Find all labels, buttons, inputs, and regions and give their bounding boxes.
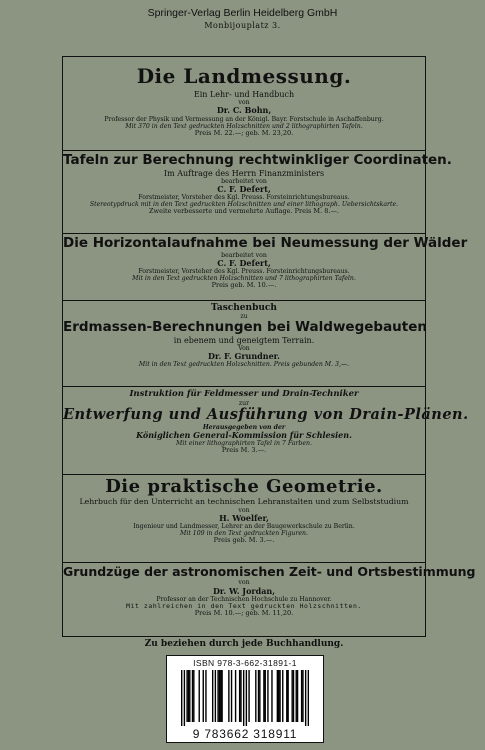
barcode-bar: [215, 670, 216, 722]
availability-note: Zu beziehen durch jede Buchhandlung.: [144, 639, 344, 649]
zur-label: zur: [238, 399, 250, 407]
barcode-bar: [235, 670, 236, 722]
book-author: C. F. Defert,: [217, 183, 271, 194]
book-title: Die praktische Geometrie.: [105, 476, 383, 497]
barcode-bar: [192, 670, 193, 722]
book-subtitle: in ebenem und geneigtem Terrain.: [173, 335, 315, 345]
divider: [63, 300, 425, 301]
book-listing-erdmassen: [63, 303, 428, 369]
divider: [63, 233, 425, 234]
book-listing-drain-plaene: [63, 389, 469, 454]
von-label: von: [238, 99, 250, 107]
advertisement-frame: [62, 56, 476, 637]
barcode-bar: [259, 670, 260, 722]
author-info: Professor der Physik und Vermessung an der Königl. Bayr. Forstschule in Aschaffenburg.: [104, 115, 384, 123]
book-title: Erdmassen-Berechnungen bei Waldwegebauten: [63, 319, 428, 336]
book-price: Preis geb. M. 10.—.: [211, 281, 277, 290]
barcode-bar: [243, 670, 244, 726]
barcode-bar: [181, 670, 182, 726]
book-illustrations: Mit einer lithographirten Tafel in 7 Farben.: [176, 439, 312, 447]
von-label: von: [238, 506, 250, 514]
barcode-bar: [286, 670, 287, 722]
book-title: Die Horizontalaufnahme bei Neumessung der Wälder: [63, 235, 468, 251]
edited-label: bearbeitet von: [221, 251, 267, 259]
divider: [63, 150, 425, 151]
book-author: C. F. Defert,: [217, 257, 271, 268]
barcode-bar: [228, 670, 229, 722]
barcode-bar: [302, 670, 303, 722]
edited-label: Herausgegeben von der: [202, 423, 286, 431]
zu-label: zu: [240, 313, 248, 321]
barcode-bar: [282, 670, 283, 722]
barcode: [181, 670, 309, 726]
author-info: Forstmeister, Vorsteher des Kgl. Preuss. Forsteinrichtungsbureaus.: [138, 194, 350, 202]
barcode-bar: [231, 670, 232, 722]
barcode-bar: [308, 670, 309, 726]
book-pretitle: Instruktion für Feldmesser und Drain-Techniker: [129, 389, 359, 399]
barcode-bar: [240, 670, 241, 722]
book-listing-praktische-geometrie: [63, 477, 425, 545]
divider: [63, 562, 425, 563]
barcode-bar: [277, 670, 278, 722]
book-title: Tafeln zur Berechnung rechtwinkliger Coordinaten.: [63, 152, 452, 168]
book-title: Die Landmessung.: [136, 64, 352, 88]
barcode-bar: [296, 670, 297, 722]
barcode-bar: [265, 670, 266, 722]
book-commission: Im Auftrage des Herrn Finanzministers: [163, 168, 325, 178]
barcode-bar: [278, 670, 279, 722]
isbn-barcode-box: [166, 655, 324, 743]
book-author: Dr. W. Jordan,: [212, 585, 275, 596]
book-publisher: Königlichen General-Kommission für Schlesien.: [136, 429, 352, 440]
barcode-bar: [293, 670, 294, 722]
book-price: Preis M. 10.—; geb. M. 11,20.: [194, 609, 294, 618]
barcode-bar: [188, 670, 189, 722]
barcode-bar: [291, 670, 292, 722]
barcode-bar: [219, 670, 220, 722]
barcode-bar: [193, 670, 194, 722]
book-illustrations: Mit 370 in den Text gedruckten Holzschnitten und 2 lithographirten Tafeln.: [125, 122, 363, 130]
barcode-bar: [217, 670, 218, 722]
barcode-bar: [258, 670, 259, 722]
book-subtitle: Lehrbuch für den Unterricht an technischen Lehranstalten und zum Selbststudium: [79, 496, 409, 506]
barcode-bar: [263, 670, 264, 722]
book-title: Entwerfung und Ausführung von Drain-Plänen.: [63, 405, 469, 423]
barcode-bar: [189, 670, 190, 722]
barcode-bar: [199, 670, 200, 722]
barcode-bar: [186, 670, 187, 722]
book-listing-horizontalaufnahme: [63, 235, 468, 290]
divider: [63, 474, 425, 475]
barcode-bar: [239, 670, 240, 722]
von-label: von: [238, 579, 250, 587]
book-price: Preis M. 3.—.: [221, 446, 267, 454]
barcode-bar: [220, 670, 221, 722]
book-price: Preis geb. M. 3.—.: [213, 536, 275, 545]
barcode-bar: [212, 670, 213, 722]
book-illustrations: Stereotypdruck mit in den Text gedruckten Holzschnitten und einer lithograph. Uebersichtskarte.: [89, 201, 399, 209]
book-illustrations: Mit zahlreichen in den Text gedruckten Holzschnitten.: [126, 601, 362, 610]
author-info: Ingenieur und Landmesser, Lehrer an der Baugewerkschule zu Berlin.: [133, 522, 355, 530]
author-info: Professor an der Technischen Hochschule zu Hannover.: [156, 595, 332, 603]
book-listing-landmessung: [63, 65, 425, 137]
barcode-bar: [246, 670, 247, 726]
book-title: Grundzüge der astronomischen Zeit- und Ortsbestimmung: [63, 564, 476, 579]
barcode-bar: [184, 670, 185, 726]
book-edition-price: Zweite verbesserte und vermehrte Auflage. Preis M. 8.—.: [149, 207, 339, 216]
publisher-address: Monbijouplatz 3.: [204, 21, 281, 30]
book-listing-astronomische-ortsbestimmung: [63, 564, 476, 618]
divider: [63, 386, 425, 387]
barcode-bar: [301, 670, 302, 722]
book-author: Dr. C. Bohn,: [216, 105, 272, 116]
publisher-name: Springer-Verlag Berlin Heidelberg GmbH: [147, 7, 338, 19]
barcode-bar: [271, 670, 272, 722]
barcode-bar: [267, 670, 268, 722]
book-illustrations: Mit 109 in den Text gedruckten Figuren.: [180, 530, 308, 538]
barcode-bar: [203, 670, 204, 722]
barcode-bar: [287, 670, 288, 722]
book-subtitle: Ein Lehr- und Handbuch: [193, 90, 295, 99]
von-label: Von: [238, 345, 250, 353]
barcode-bar: [221, 670, 222, 722]
barcode-bar: [279, 670, 280, 722]
barcode-bar: [305, 670, 306, 726]
barcode-bar: [205, 670, 206, 722]
author-info: Forstmeister, Vorsteher des Kgl. Preuss. Forsteinrichtungsbureaus.: [138, 267, 350, 275]
book-illustrations: Mit in den Text gedruckten Holzschnitten und 7 lithographirten Tafeln.: [132, 274, 356, 282]
edited-label: bearbeitet von: [221, 177, 267, 185]
book-listing-tafeln: [63, 152, 452, 216]
book-author: H. Woelfer,: [219, 512, 269, 523]
book-price: Preis M. 22.—; geb. M. 23,20.: [194, 128, 294, 137]
book-pretitle: Taschenbuch: [211, 303, 277, 313]
book-illustrations: Mit in den Text gedruckten Holzschnitten. Preis gebunden M. 3,—.: [138, 361, 350, 369]
isbn-label: ISBN 978-3-662-31891-1: [193, 658, 297, 668]
barcode-bar: [255, 670, 256, 722]
barcode-bar: [297, 670, 298, 722]
barcode-bar: [248, 670, 249, 722]
isbn-digits: 9 783662 318911: [192, 727, 298, 741]
book-author: Dr. F. Grundner.: [208, 351, 280, 362]
